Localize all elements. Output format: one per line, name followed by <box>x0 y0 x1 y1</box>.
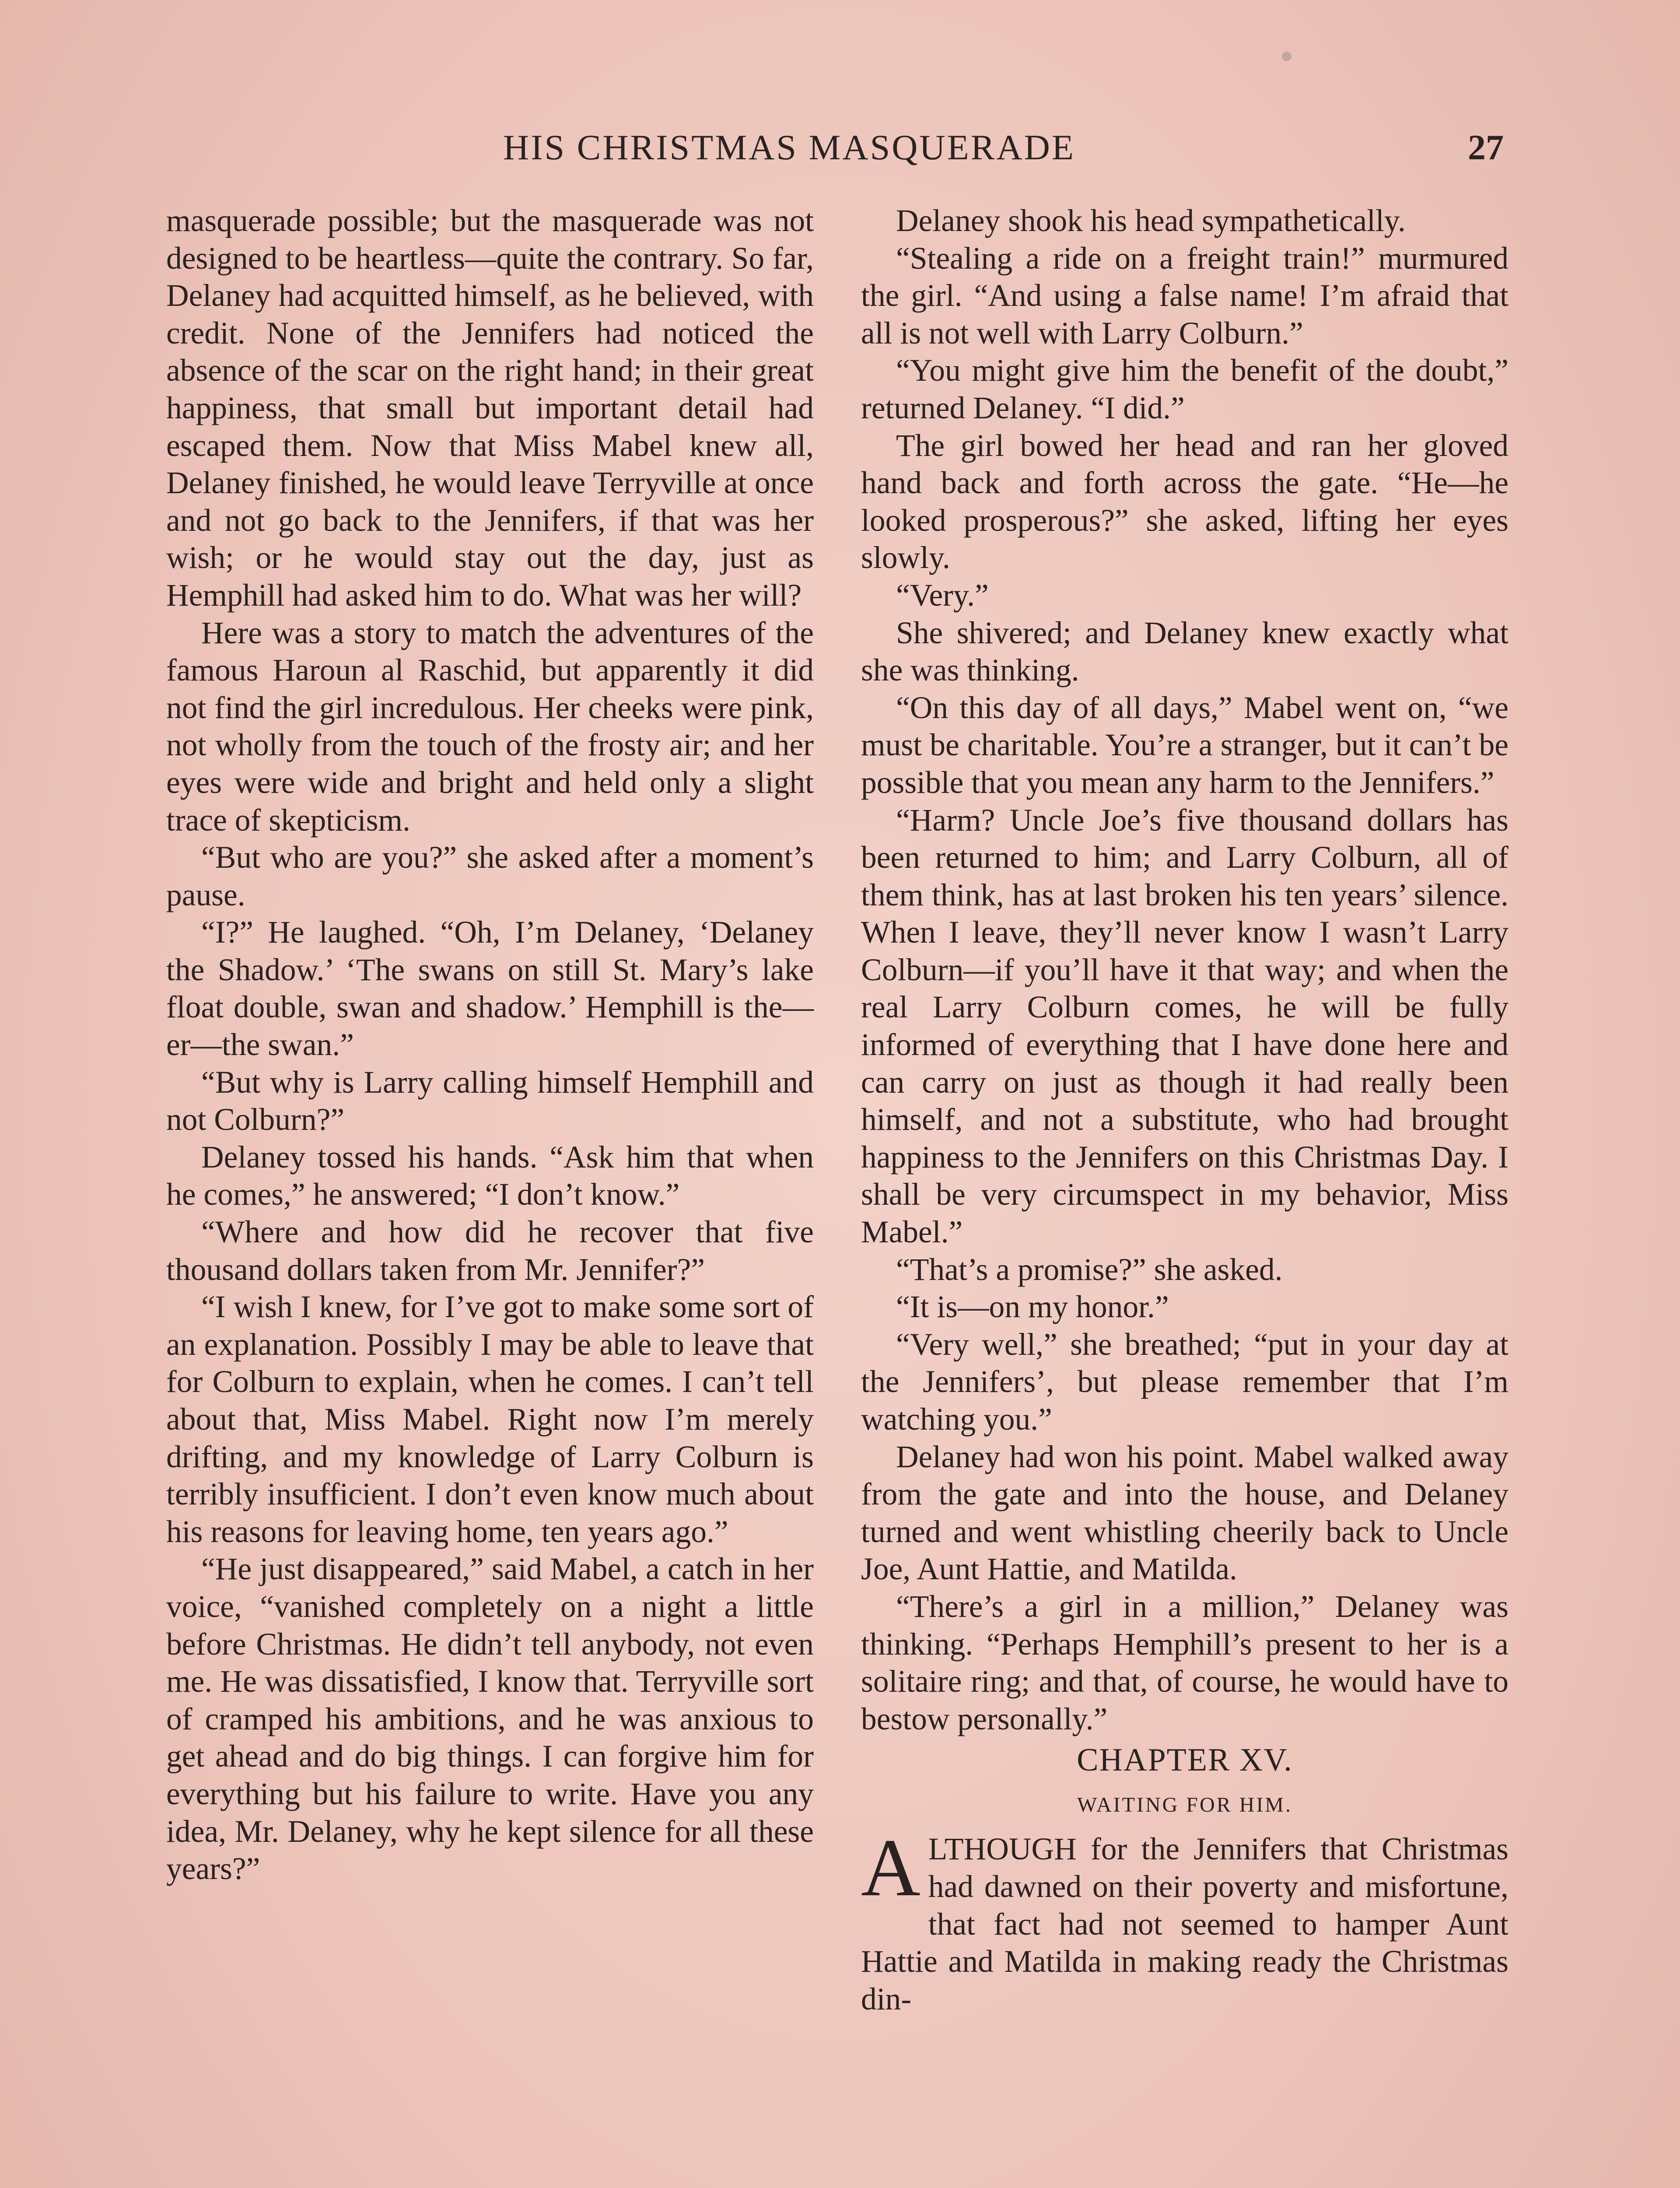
paragraph: Here was a story to match the adventures of the famous Haroun al Raschid, but apparently it did not find the girl incredulous. Her cheeks were pink, not wholly from the touch of the frosty air; and her eyes were wide and bright and held only a slight trace of skepticism. <box>166 615 814 838</box>
paragraph: “Harm? Uncle Joe’s five thousand dollars has been returned to him; and Larry Colburn, all of them think, has at last broken his ten years’ silence. When I leave, they’ll never know I wasn’t Larry Colburn—if you’ll have it that way; and when the real Larry Colburn comes, he will be fully informed of everything that I have done here and can carry on just as though it had really been himself, and not a substitute, who had brought happiness to the Jennifers on this Christmas Day. I shall be very circumspect in my behavior, Miss Mabel.” <box>861 803 1508 1250</box>
paragraph: masquerade possible; but the masquerade was not designed to be heartless—quite the contrary. So far, Delaney had acquitted himself, as he believed, with credit. None of the Jennifers had noticed the absence of the scar on the right hand; in their great happiness, that small but important detail had escaped them. Now that Miss Mabel knew all, Delaney finished, he would leave Terryville at once and not go back to the Jennifers, if that was her wish; or he would stay out the day, just as Hemphill had asked him to do. What was her will? <box>166 203 814 613</box>
paragraph: “I?” He laughed. “Oh, I’m Delaney, ‘Delaney the Shadow.’ ‘The swans on still St. Mary’s lake float double, swan and shadow.’ Hemphill is the—er—the swan.” <box>166 915 814 1062</box>
paragraph: “You might give him the benefit of the doubt,” returned Delaney. “I did.” <box>861 353 1508 425</box>
chapter-opening-text: LTHOUGH for the Jennifers that Christmas had dawned on their poverty and misfortune, that fact had not seemed to hamper Aunt Hattie and Matilda in making ready the Christmas din- <box>861 1832 1508 2016</box>
paragraph: Delaney shook his head sympathetically. <box>896 203 1406 238</box>
paragraph: The girl bowed her head and ran her gloved hand back and forth across the gate. “He—he looked prosperous?” she asked, lifting her eyes slowly. <box>861 428 1508 575</box>
paragraph: “That’s a promise?” she asked. <box>896 1252 1283 1287</box>
paragraph: Delaney tossed his hands. “Ask him that when he comes,” he answered; “I don’t know.” <box>166 1140 814 1212</box>
paragraph: “But who are you?” she asked after a moment’s pause. <box>166 840 814 912</box>
running-head <box>0 127 1680 175</box>
paragraph: “But why is Larry calling himself Hemphill and not Colburn?” <box>166 1065 814 1137</box>
chapter-opening-paragraph <box>861 1822 1508 2018</box>
drop-cap: A <box>861 1822 920 1914</box>
right-column <box>861 202 1508 2018</box>
paragraph: “It is—on my honor.” <box>896 1290 1169 1325</box>
page-number: 27 <box>1468 127 1504 167</box>
paragraph: “There’s a girl in a million,” Delaney was thinking. “Perhaps Hemphill’s present to her is a solitaire ring; and that, of course, he would have to bestow personally.” <box>861 1589 1508 1736</box>
paragraph: “On this day of all days,” Mabel went on, “we must be charitable. You’re a stranger, but it can’t be possible that you mean any harm to the Jennifers.” <box>861 690 1508 800</box>
paragraph: She shivered; and Delaney knew exactly what she was thinking. <box>861 615 1508 688</box>
paragraph: “Very well,” she breathed; “put in your day at the Jennifers’, but please remember that I’m watching you.” <box>861 1327 1508 1437</box>
paragraph: “He just disappeared,” said Mabel, a catch in her voice, “vanished completely on a night a little before Christmas. He didn’t tell anybody, not even me. He was dissatisfied, I know that. Terryville sort of cramped his ambitions, and he was anxious to get ahead and do big things. I can forgive him for everything but his failure to write. Have you any idea, Mr. Delaney, why he kept silence for all these years?” <box>166 1552 814 1886</box>
chapter-heading: CHAPTER XV. <box>1077 1742 1293 1778</box>
left-column <box>166 202 814 1888</box>
paper-speck <box>1282 52 1292 61</box>
paragraph: “Stealing a ride on a freight train!” murmured the girl. “And using a false name! I’m afraid that all is not well with Larry Colburn.” <box>861 241 1508 351</box>
paragraph: “Where and how did he recover that five thousand dollars taken from Mr. Jennifer?” <box>166 1215 814 1287</box>
chapter-subheading: WAITING FOR HIM. <box>1077 1793 1292 1817</box>
paragraph: “I wish I knew, for I’ve got to make some sort of an explanation. Possibly I may be able to leave that for Colburn to explain, when he comes. I can’t tell about that, Miss Mabel. Right now I’m merely drifting, and my knowledge of Larry Colburn is terribly insufficient. I don’t even know much about his reasons for leaving home, ten years ago.” <box>166 1290 814 1549</box>
running-title: HIS CHRISTMAS MASQUERADE <box>503 127 1075 167</box>
paragraph: Delaney had won his point. Mabel walked away from the gate and into the house, and Delaney turned and went whistling cheerily back to Uncle Joe, Aunt Hattie, and Matilda. <box>861 1439 1508 1587</box>
paragraph: “Very.” <box>896 578 989 613</box>
